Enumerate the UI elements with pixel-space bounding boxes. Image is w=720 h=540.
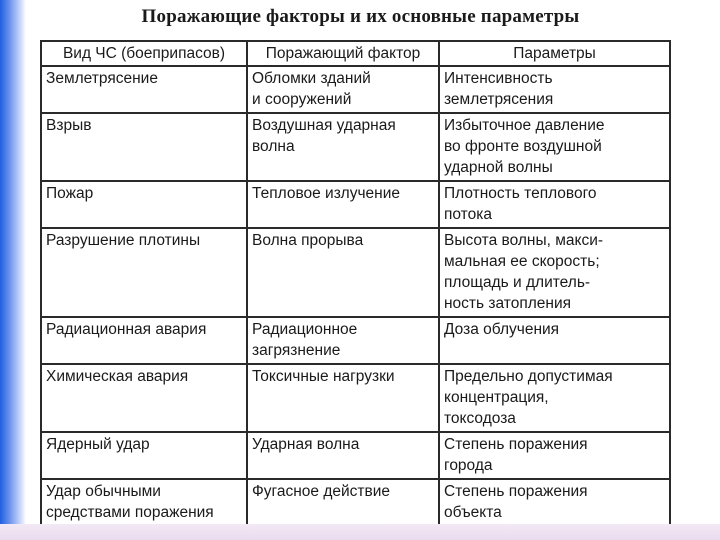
table-cell: Химическая авария <box>41 364 247 432</box>
header-damaging-factor: Поражающий фактор <box>247 41 439 66</box>
table-cell: Обломки зданий и сооружений <box>247 66 439 113</box>
page-title: Поражающие факторы и их основные параметры <box>141 6 580 27</box>
table-row <box>41 113 670 181</box>
table-cell: Разрушение плотины <box>41 228 247 317</box>
table-cell: Предельно допустимая концентрация, токсодоза <box>439 364 670 432</box>
table-cell: Пожар <box>41 181 247 228</box>
table-row <box>41 317 670 364</box>
table-cell: Радиационная авария <box>41 317 247 364</box>
table-cell: Избыточное давление во фронте воздушной ударной волны <box>439 113 670 181</box>
table-cell: Фугасное действие <box>247 479 439 526</box>
table-cell: Ударная волна <box>247 432 439 479</box>
table-row <box>41 228 670 317</box>
table-cell: Доза облучения <box>439 317 670 364</box>
table-cell: Степень поражения города <box>439 432 670 479</box>
table-row <box>41 66 670 113</box>
table-cell: Токсичные нагрузки <box>247 364 439 432</box>
table-cell: Землетрясение <box>41 66 247 113</box>
table-cell: Плотность теплового потока <box>439 181 670 228</box>
header-emergency-type: Вид ЧС (боеприпасов) <box>41 41 247 66</box>
table-cell: Тепловое излучение <box>247 181 439 228</box>
table-cell: Воздушная ударная волна <box>247 113 439 181</box>
table-row <box>41 181 670 228</box>
hazard-factors-table <box>40 40 671 527</box>
table-cell: Интенсивность землетрясения <box>439 66 670 113</box>
table-row <box>41 432 670 479</box>
table-header-row <box>41 41 670 66</box>
table-row <box>41 479 670 526</box>
table-cell: Волна прорыва <box>247 228 439 317</box>
table-cell: Удар обычными средствами поражения <box>41 479 247 526</box>
document-page <box>26 0 695 524</box>
table-row <box>41 364 670 432</box>
table-cell: Высота волны, макси- мальная ее скорость; площадь и длитель- ность затопления <box>439 228 670 317</box>
table-cell: Взрыв <box>41 113 247 181</box>
table-cell: Радиационное загрязнение <box>247 317 439 364</box>
table-cell: Степень поражения объекта <box>439 479 670 526</box>
table-cell: Ядерный удар <box>41 432 247 479</box>
header-parameters: Параметры <box>439 41 670 66</box>
slide-bottom-strip <box>0 524 720 540</box>
slide-right-margin <box>695 0 720 524</box>
